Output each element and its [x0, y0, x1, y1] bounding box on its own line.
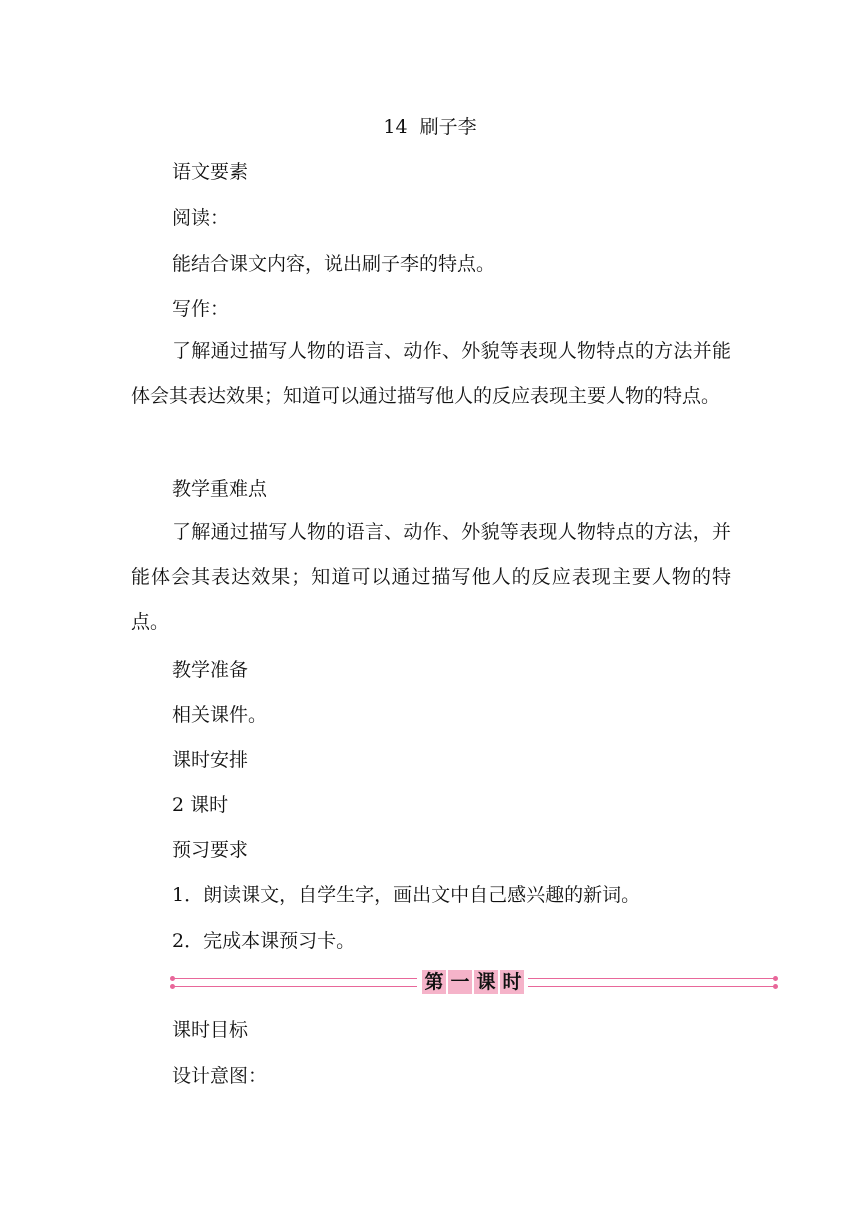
schedule-text: 2 课时: [172, 794, 229, 816]
heading-teaching-prep: 教学准备: [172, 659, 249, 681]
lesson-badge-char: 第: [422, 970, 446, 994]
heading-preview: 预习要求: [172, 839, 249, 861]
divider-dot: [773, 976, 778, 981]
divider-rule: [528, 978, 775, 979]
preview-item: 2．完成本课预习卡。: [172, 930, 356, 952]
lesson-divider: [170, 970, 780, 998]
divider-rule: [173, 986, 417, 987]
lesson-badge-char: 一: [448, 970, 472, 994]
preview-item: 1．朗读课文，自学生字，画出文中自己感兴趣的新词。: [172, 884, 641, 906]
reading-text: 能结合课文内容，说出刷子李的特点。: [172, 253, 496, 275]
reading-label: 阅读：: [172, 207, 230, 229]
divider-rule: [528, 986, 775, 987]
lesson-badge-char: 时: [500, 970, 524, 994]
teaching-prep-text: 相关课件。: [172, 704, 268, 726]
lesson-badge-char: 课: [474, 970, 498, 994]
divider-dot: [170, 984, 175, 989]
lesson-title: 14 刷子李: [383, 116, 477, 138]
heading-lesson-objectives: 课时目标: [172, 1019, 249, 1041]
key-points-paragraph: 了解通过描写人物的语言、动作、外貌等表现人物特点的方法，并能体会其表达效果；知道可以通过描写他人的反应表现主要人物的特点。: [131, 521, 731, 633]
lesson-badge: [422, 970, 524, 996]
heading-schedule: 课时安排: [172, 749, 249, 771]
writing-label: 写作：: [172, 298, 230, 320]
heading-language-elements: 语文要素: [172, 161, 249, 183]
divider-dot: [773, 984, 778, 989]
writing-paragraph: 了解通过描写人物的语言、动作、外貌等表现人物特点的方法并能体会其表达效果；知道可以通过描写他人的反应表现主要人物的特点。: [131, 340, 731, 407]
divider-dot: [170, 976, 175, 981]
design-intent-label: 设计意图：: [172, 1065, 268, 1087]
heading-key-points: 教学重难点: [172, 478, 268, 500]
divider-rule: [173, 978, 417, 979]
